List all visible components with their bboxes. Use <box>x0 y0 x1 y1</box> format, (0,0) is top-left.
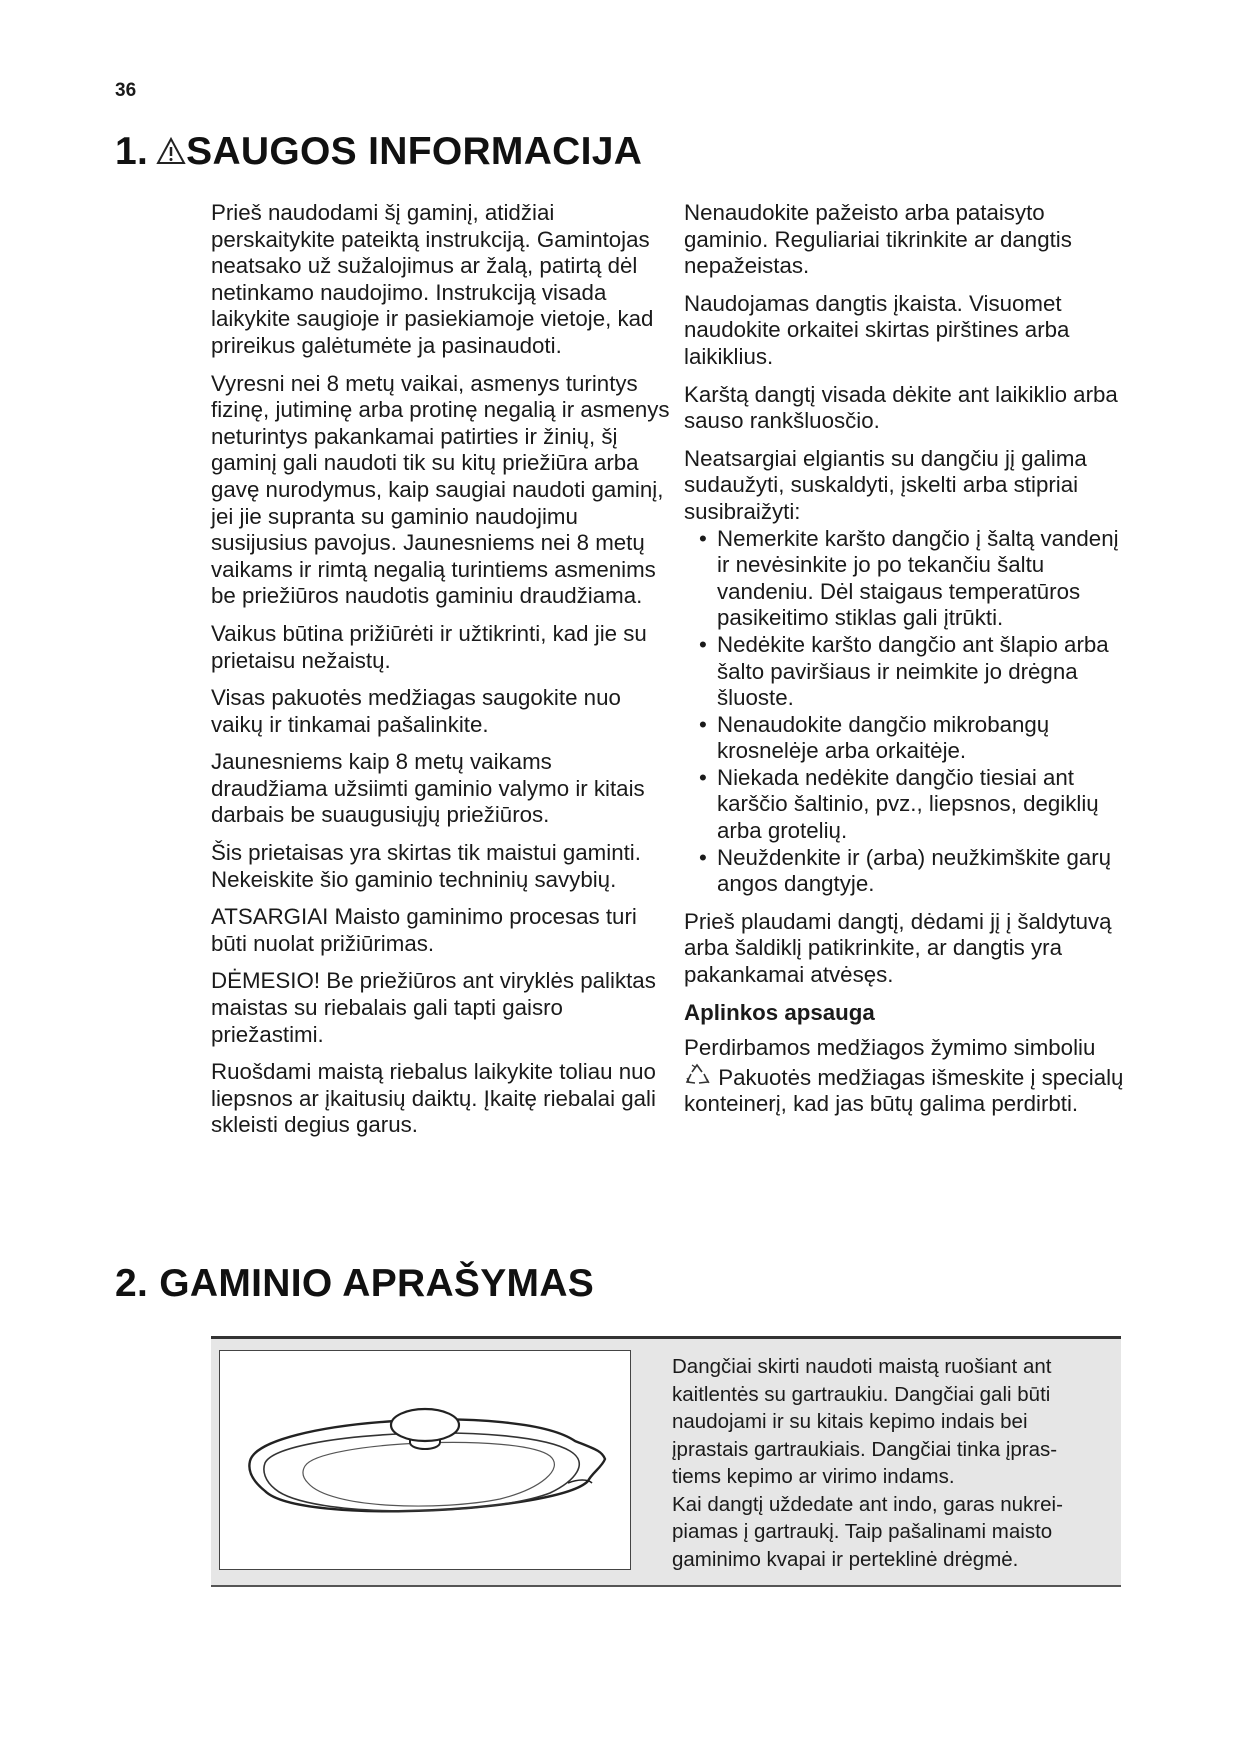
lid-illustration <box>219 1350 631 1570</box>
section-title: SAUGOS INFORMACIJA <box>186 130 643 173</box>
description-line: tiems kepimo ar virimo indams. <box>672 1465 955 1488</box>
paragraph: Visas pakuotės medžiagas saugokite nuo vaikų ir tinkamai pašalinkite. <box>211 685 621 737</box>
environment-heading: Aplinkos apsauga <box>684 999 875 1025</box>
lid-drawing <box>220 1351 630 1569</box>
list-item: • Nenaudokite dangčio mikrobangų krosnelėje arba orkaitėje. <box>684 712 1124 765</box>
section-heading-safety <box>115 130 642 174</box>
safety-right-column <box>684 200 1124 1129</box>
paragraph: Neatsargiai elgiantis su dangčiu jį galima sudaužyti, suskaldyti, įskelti arba stipriai susibraižyti: <box>684 445 1087 524</box>
list-item: • Nedėkite karšto dangčio ant šlapio arba šalto paviršiaus ir neimkite jo drėgna šluoste. <box>684 632 1124 712</box>
environment-paragraph <box>684 1035 1124 1118</box>
description-line: gaminimo kvapai ir perteklinė drėgmė. <box>672 1547 1019 1571</box>
section-number: 2. <box>115 1262 149 1305</box>
safety-left-column <box>211 200 671 1150</box>
paragraph: ATSARGIAI Maisto gaminimo procesas turi būti nuolat prižiūrimas. <box>211 904 637 956</box>
paragraph: Ruošdami maistą riebalus laikykite toliau nuo liepsnos ar įkaitusių daiktų. Įkaitę riebalai gali skleisti degius garus. <box>211 1059 656 1138</box>
paragraph: Nenaudokite pažeisto arba pataisyto gaminio. Reguliariai tikrinkite ar dangtis nepažeistas. <box>684 200 1072 279</box>
product-description-text <box>672 1353 1112 1573</box>
description-line: naudojami ir su kitais kepimo indais bei <box>672 1410 1028 1433</box>
description-line: piamas į gartraukį. Taip pašalinami maisto <box>672 1520 1053 1543</box>
warning-triangle-icon <box>156 136 186 166</box>
description-line: Dangčiai skirti naudoti maistą ruošiant ant <box>672 1355 1052 1378</box>
recycle-icon <box>684 1062 712 1088</box>
paragraph: Prieš naudodami šį gaminį, atidžiai perskaitykite pateiktą instrukciją. Gamintojas neatsako už sužalojimus ar žalą, patirtą dėl netinkamo naudojimo. Instrukciją visada laikykite saugioje ir pasiekiamoje vietoje, kad prireikus galėtumėte ja pasinaudoti. <box>211 200 654 358</box>
description-line: įprastais gartraukiais. Dangčiai tinka įpras- <box>672 1437 1058 1461</box>
description-line: kaitlentės su gartraukiu. Dangčiai gali būti <box>672 1382 1051 1406</box>
bullet-list <box>684 526 1124 898</box>
paragraph: Jaunesniems kaip 8 metų vaikams draudžiama užsiimti gaminio valymo ir kitais darbais be suaugusiųjų priežiūros. <box>211 749 645 828</box>
paragraph: Karštą dangtį visada dėkite ant laikiklio arba sauso rankšluosčio. <box>684 381 1118 434</box>
paragraph: Vaikus būtina prižiūrėti ir užtikrinti, kad jie su prietaisu nežaistų. <box>211 620 647 673</box>
paragraph: Vyresni nei 8 metų vaikai, asmenys turintys fizinę, jutiminę arba protinę negalią ir asmenys neturintys pakankamai patirties ir žinių, šį gaminį gali naudoti tik su kitų priežiūra arba gavę nurodymus, kaip saugiai naudoti gaminį, jei jie supranta su gaminio naudojimu susijusius pavojus. Jaunesniems nei 8 metų vaikams ir rimtą negalią turintiems asmenims be priežiūros naudotis gaminiu draudžiama. <box>211 370 670 609</box>
section-number: 1. <box>115 130 149 173</box>
page-number: 36 <box>115 80 137 101</box>
paragraph: Prieš plaudami dangtį, dėdami jį į šaldytuvą arba šaldiklį patikrinkite, ar dangtis yra pakankamai atvėsęs. <box>684 908 1112 988</box>
description-line: Kai dangtį uždedate ant indo, garas nukrei- <box>672 1492 1063 1516</box>
list-item: • Neuždenkite ir (arba) neužkimškite garų angos dangtyje. <box>684 845 1124 898</box>
paragraph: DĖMESIO! Be priežiūros ant viryklės paliktas maistas su riebalais gali tapti gaisro priežastimi. <box>211 968 656 1047</box>
environment-text: Pakuotės medžiagas išmeskite į specialų konteinerį, kad jas būtų galima perdirbti. <box>684 1064 1124 1117</box>
product-description-box <box>211 1336 1121 1587</box>
list-item: • Nemerkite karšto dangčio į šaltą vandenį ir nevėsinkite jo po tekančiu šaltu vandeniu. Dėl staigaus temperatūros pasikeitimo stiklas gali įtrūkti. <box>684 526 1124 632</box>
list-item: • Niekada nedėkite dangčio tiesiai ant karščio šaltinio, pvz., liepsnos, degiklių arba grotelių. <box>684 765 1124 845</box>
section-heading-description <box>115 1262 594 1306</box>
paragraph: Naudojamas dangtis įkaista. Visuomet naudokite orkaitei skirtas pirštines arba laikiklius. <box>684 290 1070 369</box>
section-title: GAMINIO APRAŠYMAS <box>159 1262 595 1305</box>
environment-text: Perdirbamos medžiagos žymimo simboliu <box>684 1035 1096 1061</box>
paragraph: Šis prietaisas yra skirtas tik maistui gaminti. Nekeiskite šio gaminio techninių savybių. <box>211 840 641 892</box>
